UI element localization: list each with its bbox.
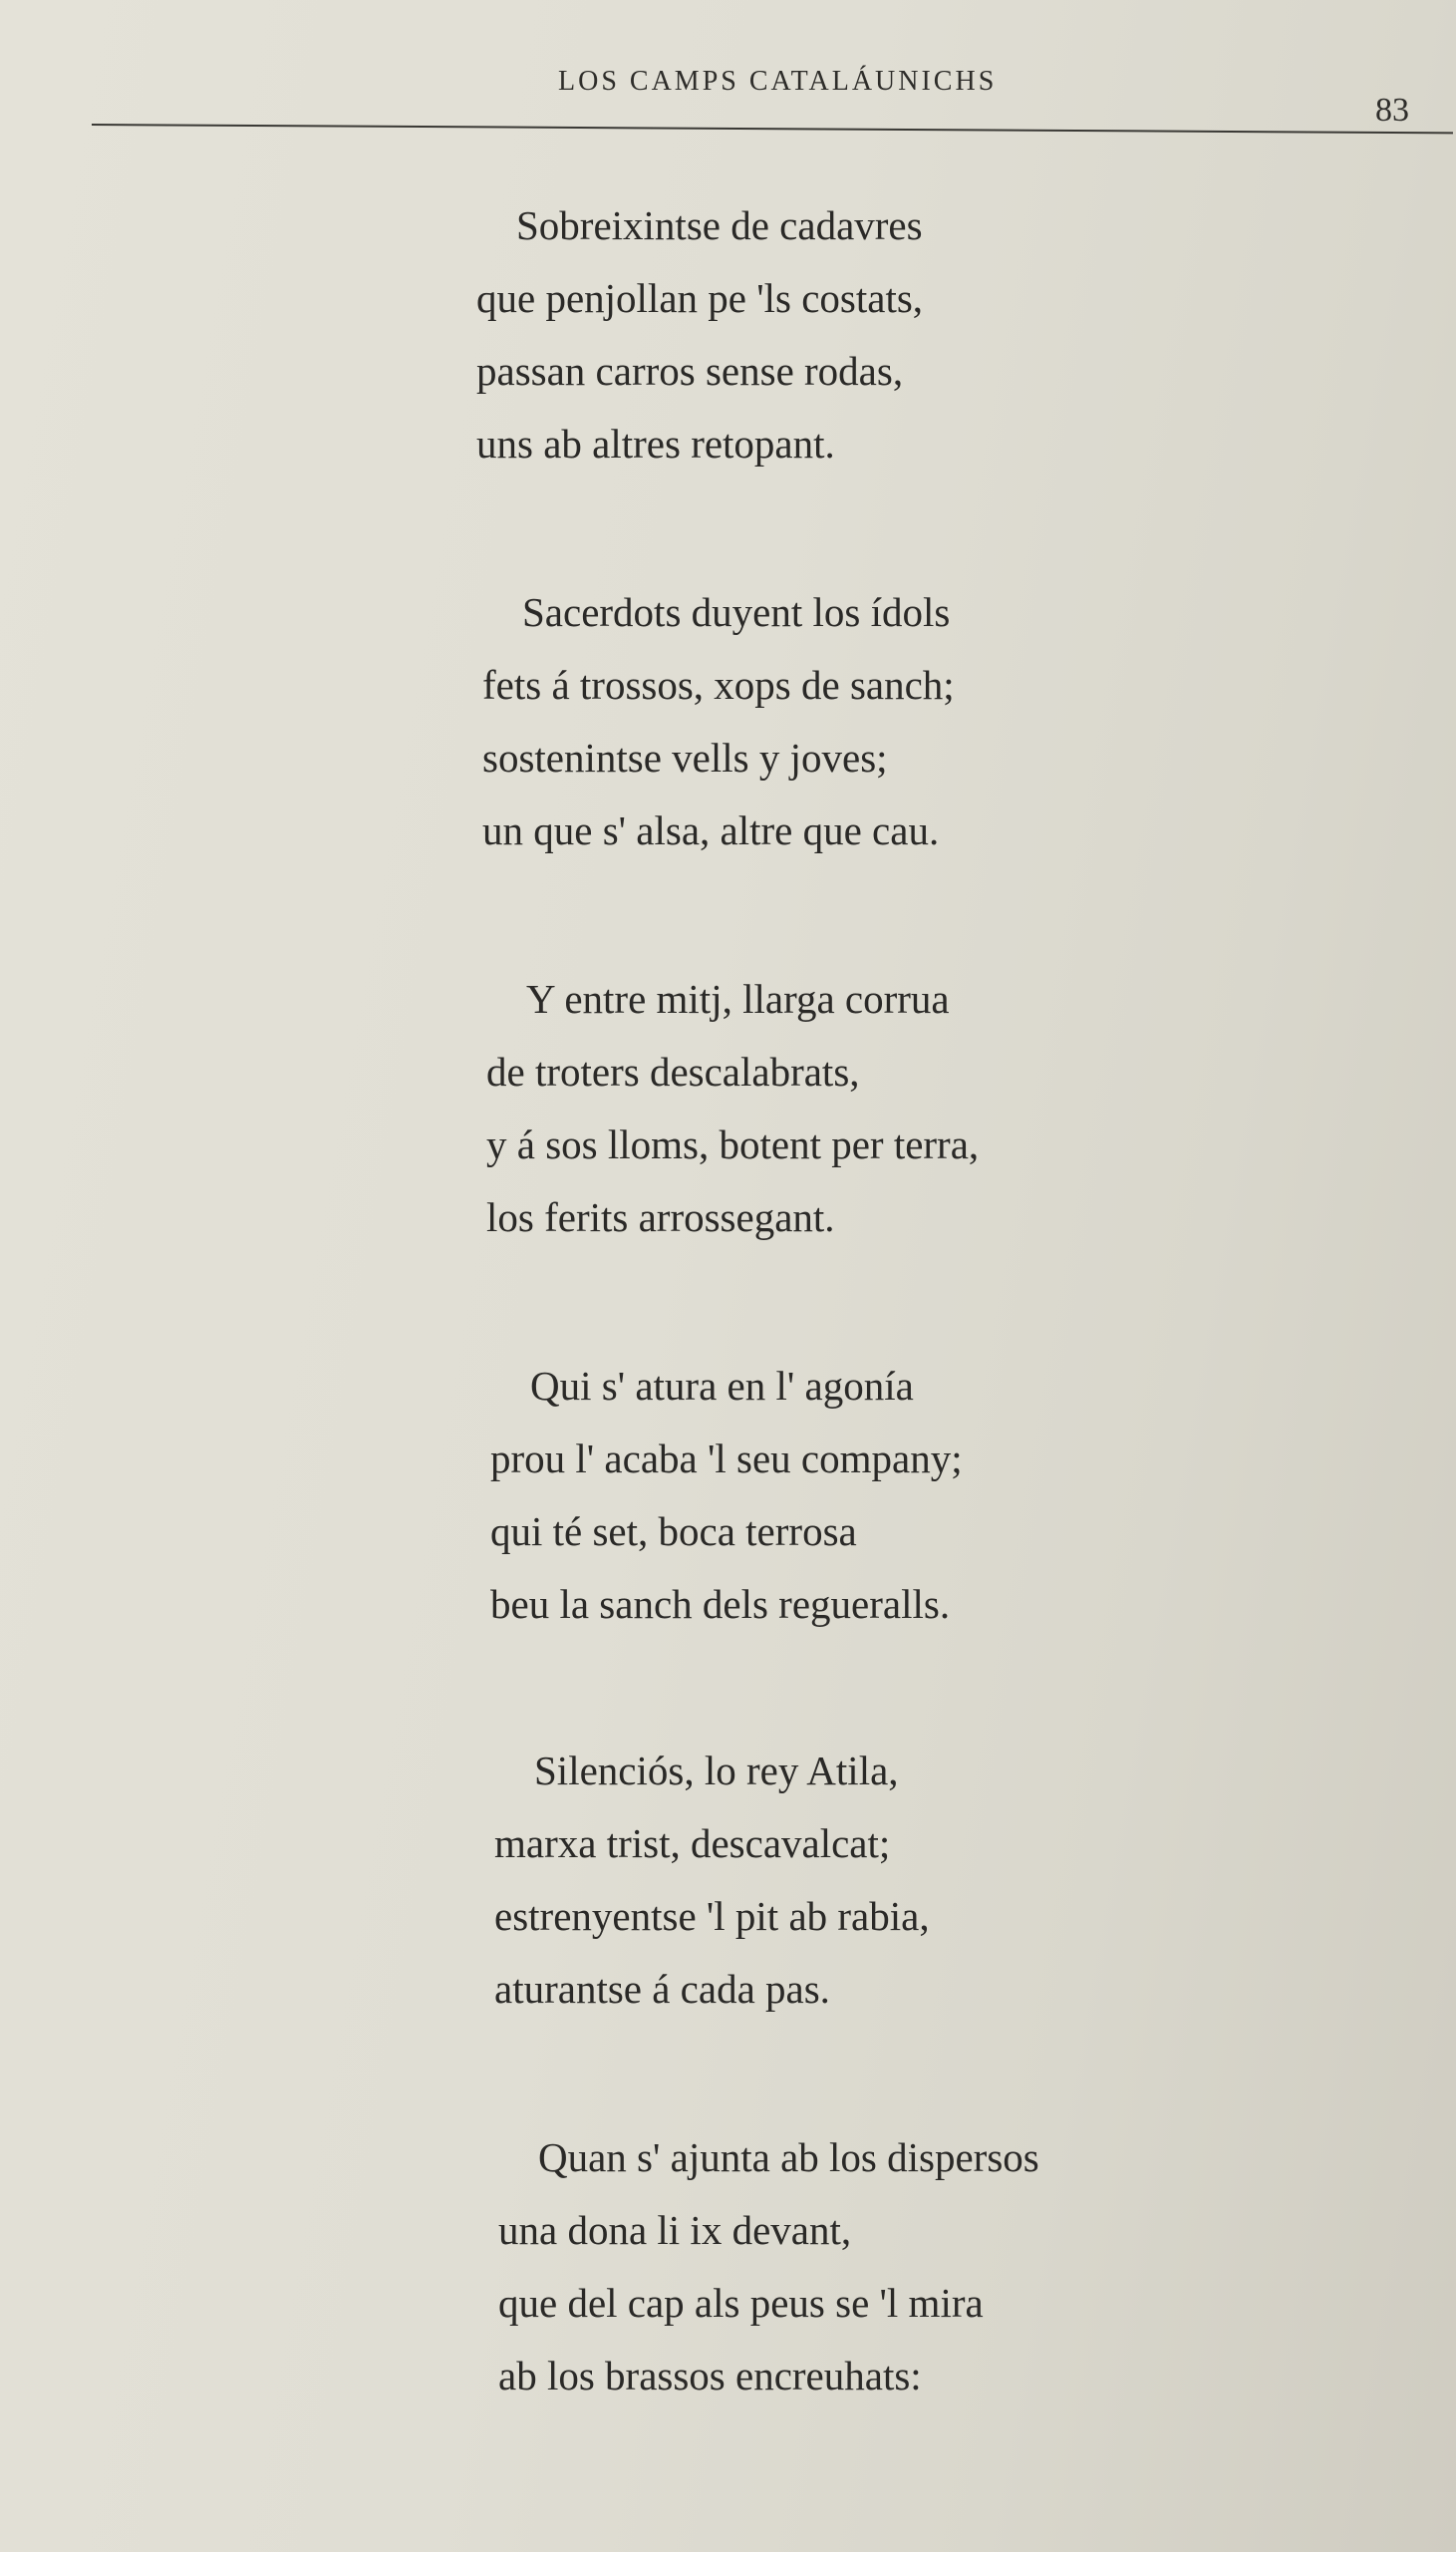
- verse-line: que del cap als peus se 'l mira: [498, 2280, 984, 2326]
- verse-line: de troters descalabrats,: [486, 1049, 860, 1095]
- verse-line: Quan s' ajunta ab los dispersos: [538, 2134, 1039, 2180]
- verse-line: uns ab altres retopant.: [476, 421, 835, 467]
- verse-line: marxa trist, descavalcat;: [494, 1820, 891, 1866]
- verse-line: Sacerdots duyent los ídols: [522, 589, 951, 635]
- verse-line: aturantse á cada pas.: [494, 1966, 830, 2012]
- verse-line: Sobreixintse de cadavres: [516, 202, 923, 248]
- verse-line: fets á trossos, xops de sanch;: [482, 662, 955, 708]
- verse-line: estrenyentse 'l pit ab rabia,: [494, 1893, 930, 1939]
- running-title: LOS CAMPS CATALÁUNICHS: [558, 66, 998, 97]
- stanza-2: [482, 576, 955, 867]
- page-number: 83: [1375, 92, 1409, 129]
- verse-line: beu la sanch dels regueralls.: [490, 1581, 951, 1627]
- stanza-3: [486, 963, 979, 1254]
- stanza-5: [494, 1735, 930, 2026]
- verse-line: los ferits arrossegant.: [486, 1194, 835, 1240]
- verse-line: ab los brassos encreuhats:: [498, 2353, 922, 2398]
- verse-line: passan carros sense rodas,: [476, 348, 904, 394]
- verse-line: una dona li ix devant,: [498, 2207, 852, 2253]
- verse-line: que penjollan pe 'ls costats,: [476, 275, 924, 321]
- stanza-4: [490, 1350, 963, 1641]
- verse-line: Y entre mitj, llarga corrua: [526, 976, 950, 1022]
- header-rule: [92, 124, 1453, 134]
- verse-line: Qui s' atura en l' agonía: [530, 1363, 914, 1409]
- verse-line: y á sos lloms, botent per terra,: [486, 1121, 980, 1167]
- verse-line: Silenciós, lo rey Atila,: [534, 1748, 899, 1793]
- stanza-1: [476, 189, 923, 480]
- verse-line: sostenintse vells y joves;: [482, 735, 888, 781]
- stanza-6: [498, 2121, 1039, 2412]
- verse-line: prou l' acaba 'l seu company;: [490, 1436, 963, 1481]
- verse-line: un que s' alsa, altre que cau.: [482, 807, 940, 853]
- verse-line: qui té set, boca terrosa: [490, 1508, 857, 1554]
